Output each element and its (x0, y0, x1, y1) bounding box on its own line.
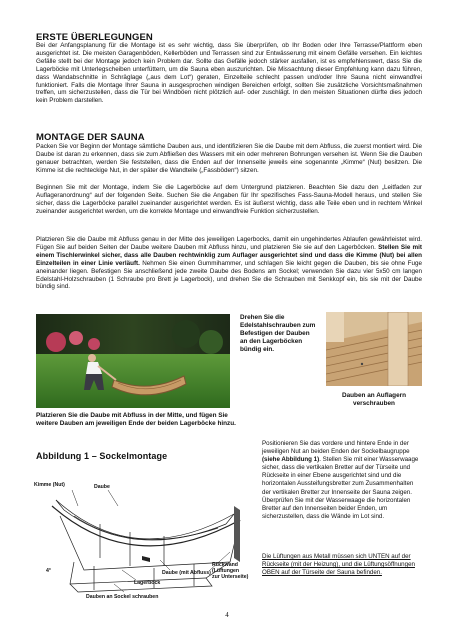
label-angle: 4° (46, 568, 51, 574)
label-daube: Daube (94, 484, 110, 490)
assembly-paragraph-3-part-a: Platzieren Sie die Daube mit Abfluss genau in der Mitte des jeweiligen Lagerbocks, damit ein ungehindertes Ablaufen gewährleistet wird. Fügen Sie auf beiden Seiten der Daube weitere Dauben mit Abfluss hinzu, und platzieren Sie sie auf den Lagerböcken. (36, 236, 422, 251)
label-drain-stave: Daube (mit Abfluss) (162, 570, 211, 576)
label-screw-staves: Dauben an Sockel schrauben (86, 594, 159, 600)
page-number: 4 (225, 611, 229, 619)
label-kimme: Kimme (Nut) (34, 482, 65, 488)
figure-reference: (siehe Abbildung 1) (262, 456, 320, 464)
label-vents-1: (Lüftungen (212, 568, 240, 574)
right-paragraph-1-part-c: . Stellen Sie mit einer Wasserwaage sicher, dass die vertikalen Bretter auf der Türseite und Rückseite in einer Ebene ausgerichtet sind und die horizontalen Aussteifungsbretter zum Zusammenhalten der vertikalen Bretter zur Innenseite der Sauna zeigen. Überprüfen Sie mit der Wasserwaage die horizontalen Bretter auf den Innenseiten beider Enden, um sicherzustellen, dass die Wände im Lot sind. (262, 456, 419, 520)
caption-staves: Dauben an Auflagern verschrauben (341, 392, 407, 407)
right-column-paragraph-2: Die Lüftungen aus Metall müssen sich UNTEN auf der Rückseite (mit der Heizung), und die Lüftungsöffnungen OBEN auf der Türseite der Sauna befinden. (262, 553, 415, 577)
caption-screws: Drehen Sie die Edelstahlschrauben zum Befestigen der Dauben an den Lagerböcken bündig ein. (240, 314, 316, 353)
figure-title: Abbildung 1 – Sockelmontage (36, 451, 168, 461)
label-back-wall: Rückwand (212, 562, 238, 568)
caption-place-stave: Platzieren Sie die Daube mit Abfluss in der Mitte, und fügen Sie weitere Dauben am jeweiligen Ende der beiden Lagerböcke hinzu. (36, 412, 236, 427)
assembly-paragraph-2: Beginnen Sie mit der Montage, indem Sie die Lagerböcke auf dem Untergrund platzieren. Beachten Sie dazu den „Leitfaden zur Auflageranordnung“ auf der folgenden Seite. Suchen Sie die Angaben für Ihr spezifisches Fass-Sauna-Modell heraus, und stellen Sie sicher, dass die Lagerböcke parallel zueinander ausgerichtet werden. Es ist äußerst wichtig, dass alle Teile eben und in rechtem Winkel zueinander ausgerichtet werden, um die korrekte Montage und einwandfreie Funktion sicherzustellen. (36, 184, 422, 215)
right-paragraph-1-part-a: Positionieren Sie das vordere und hintere Ende in der jeweiligen Nut an beiden Enden der Sockelbaugruppe (262, 440, 410, 456)
photo-placing-stave (36, 314, 230, 408)
label-support: Lagerbock (134, 580, 161, 586)
section-title-first-considerations: ERSTE ÜBERLEGUNGEN (36, 32, 153, 43)
assembly-paragraph-3 (36, 236, 422, 291)
figure-base-assembly (34, 466, 256, 600)
section-title-assembly: MONTAGE DER SAUNA (36, 132, 145, 143)
assembly-paragraph-3-bold: Stellen Sie mit einem Tischlerwinkel sicher, dass alle Dauben rechtwinklig zum Auflager ausgerichtet sind und dass die Kimme (Nut) bei allen Einzelteilen in einer Linie verläuft. (36, 243, 422, 267)
section-text-first-considerations: Bei der Anfangsplanung für die Montage ist es sehr wichtig, dass Sie überprüfen, ob Ihr Boden oder Ihre Terrasse/Plattform eben ausgerichtet ist. Die meisten Garagenböden, Kellerböden und Terrassen sind zur Entwässerung mit einem Gefälle versehen. Ein leichtes Gefälle stellt bei der Montage jedoch kein Problem dar. Sollte das Gefälle jedoch stärker ausfallen, ist es empfehlenswert, dass Sie die Lagerböcke mit Unterlegscheiben unterfüttern, um die Sauna eben auszurichten. Die Missachtung dieser Empfehlung kann dazu führen, dass Wandabschnitte in Schräglage („aus dem Lot“) geraten, Einzelteile schlecht passen und/oder Ihre Sauna nicht einwandfrei funktioniert. Falls die Montage Ihrer Sauna in ausgesprochen windigen Bereichen erfolgt, sollten Sie zusätzliche Vorsichtsmaßnahmen treffen, um sicherzustellen, dass die Tür bei Windböen nicht plötzlich auf- oder zuschlägt. In den meisten Situationen dürfte dies jedoch kein Problem darstellen. (36, 42, 422, 105)
assembly-paragraph-1: Packen Sie vor Beginn der Montage sämtliche Dauben aus, und identifizieren Sie die Daube mit dem Abfluss, die zuerst montiert wird. Die Daube ist daran zu erkennen, dass sie zum Abfließen des Wassers mit ein oder mehreren Bohrungen versehen ist. Wenn Sie die Dauben genauer betrachten, werden Sie feststellen, dass die Enden auf der Innenseite jeweils eine sogenannte „Kimme“ (Nut) besitzen. Die Kimme ist die rechteckige Nut, in der später die Wandteile („Fassböden“) sitzen. (36, 143, 422, 174)
right-column-paragraph-1 (262, 440, 422, 521)
assembly-paragraph-3-part-c: Nehmen Sie einen Gummihammer, und schlagen Sie leicht gegen die Dauben, bis sie ohne Fuge aneinander liegen. Befestigen Sie anschließend jede zweite Daube des Bodens am Sockel; verwenden Sie dazu vier 5x50 cm langen Edelstahl-Holzschrauben (1 Schraube pro Brett je Lagerbock), und drehen Sie die Schrauben mit Senkkopf ein, bis sie mit der Daube bündig sind. (36, 259, 423, 291)
photo-staves-on-supports (326, 312, 422, 386)
label-vents-2: zur Unterseite) (212, 574, 249, 580)
